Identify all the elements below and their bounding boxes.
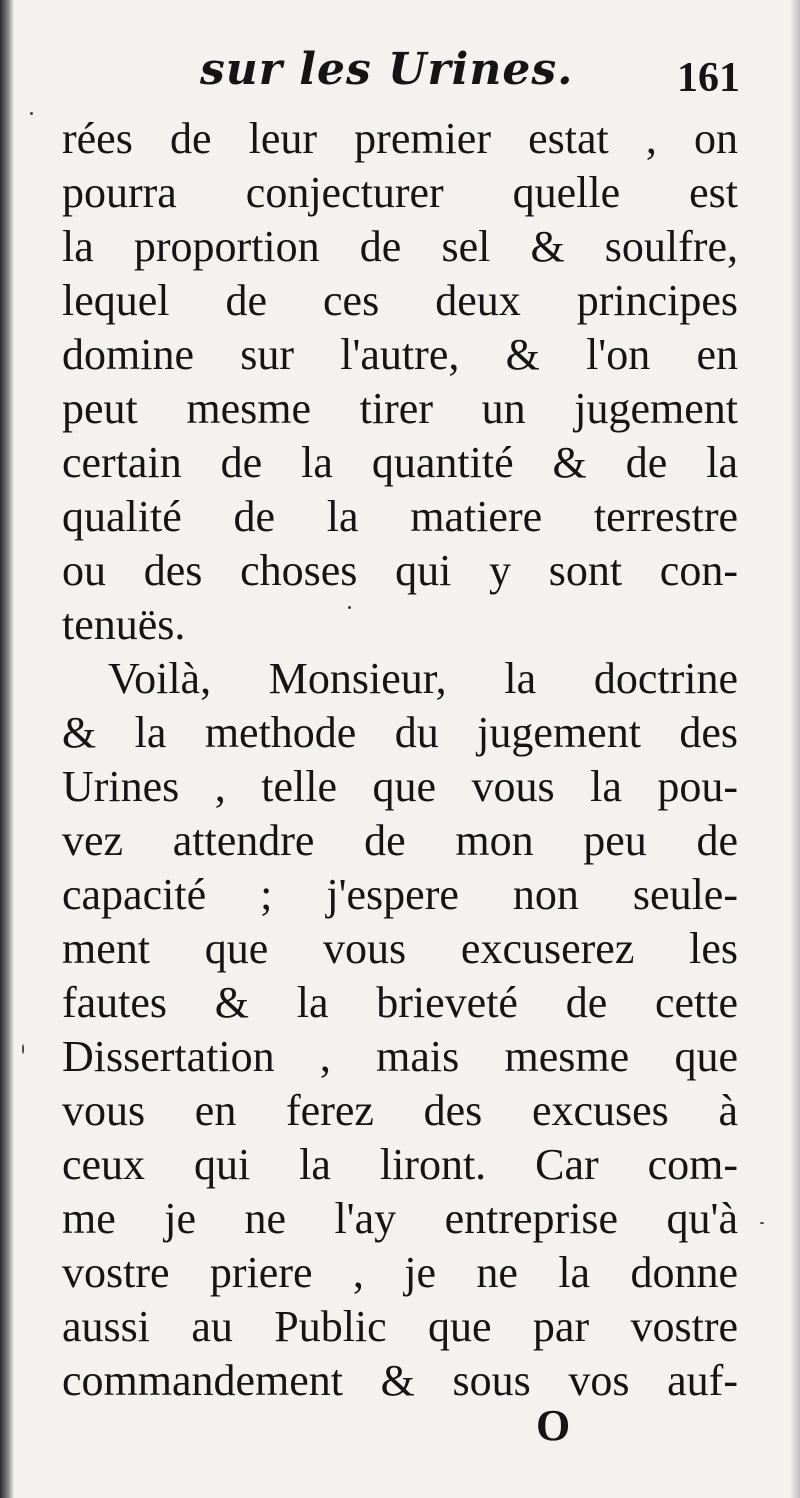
text-line: & la methode du jugement des (62, 708, 738, 757)
text-line: vez attendre de mon peu de (62, 816, 738, 865)
page-edge-shadow (0, 0, 14, 1498)
text-line: certain de la quantité & de la (62, 438, 738, 487)
paper-speck (30, 112, 33, 115)
text-line: commandement & sous vos auf- (62, 1356, 738, 1405)
page-edge-right (790, 0, 800, 1498)
signature-mark: O (536, 1401, 571, 1450)
running-head: sur les Urines. (200, 44, 574, 95)
text-line: Voilà, Monsieur, la doctrine (108, 654, 738, 703)
text-line: me je ne l'ay entreprise qu'à (62, 1194, 738, 1243)
text-line: Urines , telle que vous la pou- (62, 762, 738, 811)
page-number: 161 (677, 55, 740, 101)
text-line: tenuës. (62, 600, 186, 649)
text-line: peut mesme tirer un jugement (62, 384, 738, 433)
page-header (60, 40, 740, 120)
text-line: lequel de ces deux principes (62, 276, 738, 325)
body-text (62, 112, 738, 1408)
text-line: la proportion de sel & soulfre, (62, 222, 738, 271)
text-line: fautes & la brieveté de cette (62, 978, 738, 1027)
text-line: domine sur l'autre, & l'on en (62, 330, 738, 379)
text-line: aussi au Public que par vostre (62, 1302, 738, 1351)
text-line: ment que vous excuserez les (62, 924, 738, 973)
paper-speck (22, 1044, 24, 1054)
text-line: Dissertation , mais mesme que (62, 1032, 738, 1081)
text-line: capacité ; j'espere non seule- (62, 870, 738, 919)
text-line: ou des choses qui y sont con- (62, 546, 738, 595)
text-line: ceux qui la liront. Car com- (62, 1140, 738, 1189)
text-line: pourra conjecturer quelle est (62, 168, 738, 217)
text-line: vostre priere , je ne la donne (62, 1248, 738, 1297)
text-line: rées de leur premier estat , on (62, 114, 738, 163)
text-line: qualité de la matiere terrestre (62, 492, 738, 541)
paper-speck (348, 606, 351, 609)
paper-speck (760, 1222, 764, 1224)
text-line: vous en ferez des excuses à (62, 1086, 738, 1135)
